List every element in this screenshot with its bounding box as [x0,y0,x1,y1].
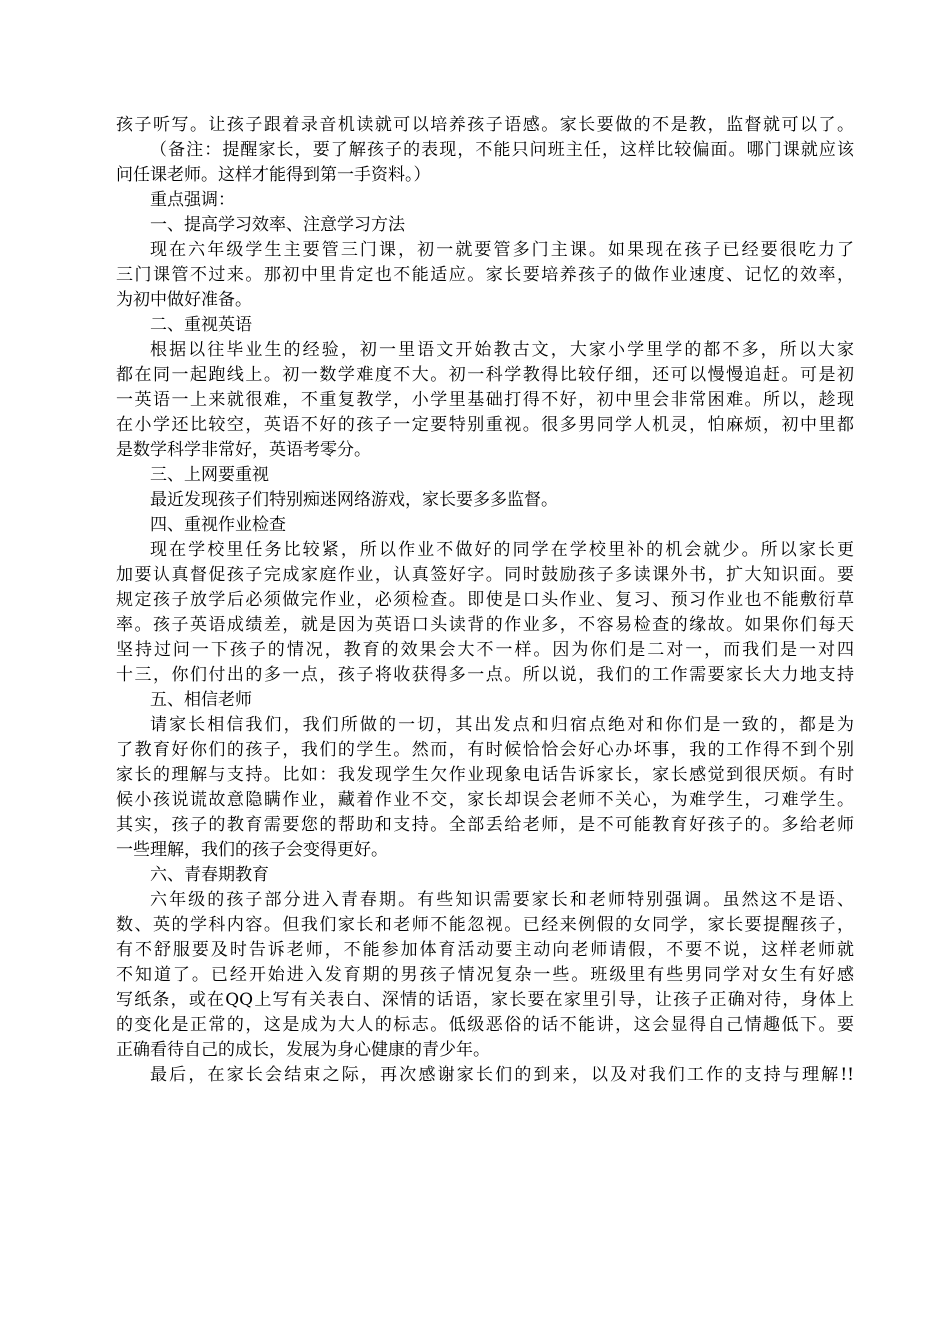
text-line: 不知道了。已经开始进入发育期的男孩子情况复杂一些。班级里有些男同学对女生有好感 [116,965,854,985]
text-line: 一、提高学习效率、注意学习方法 [150,215,405,235]
document-page [116,113,854,1088]
text-line: （备注：提醒家长，要了解孩子的表现，不能只问班主任，这样比较偏面。哪门课就应该 [150,140,854,160]
text-line: 三、上网要重视 [150,465,269,485]
text-line: 六年级的孩子部分进入青春期。有些知识需要家长和老师特别强调。虽然这不是语、 [150,890,854,910]
text-line: 家长的理解与支持。比如：我发现学生欠作业现象电话告诉家长，家长感觉到很厌烦。有时 [116,765,854,785]
text-line: 其实，孩子的教育需要您的帮助和支持。全部丢给老师，是不可能教育好孩子的。多给老师 [116,815,854,835]
text-line: 的变化是正常的，这是成为大人的标志。低级恶俗的话不能讲，这会显得自己情趣低下。要 [116,1015,854,1035]
text-line: 现在学校里任务比较紧，所以作业不做好的同学在学校里补的机会就少。所以家长更 [150,540,854,560]
text-line: 加要认真督促孩子完成家庭作业，认真签好字。同时鼓励孩子多读课外书，扩大知识面。要 [116,565,854,585]
text-line: 请家长相信我们，我们所做的一切，其出发点和归宿点绝对和你们是一致的，都是为 [150,715,854,735]
text-line: 正确看待自己的成长，发展为身心健康的青少年。 [116,1040,490,1060]
text-line: 现在六年级学生主要管三门课，初一就要管多门主课。如果现在孩子已经要很吃力了 [150,240,854,260]
text-line: 是数学科学非常好，英语考零分。 [116,440,371,460]
text-line: 六、青春期教育 [150,865,269,885]
text-line: 有不舒服要及时告诉老师，不能参加体育活动要主动向老师请假，不要不说，这样老师就 [116,940,854,960]
text-line: 一英语一上来就很难，不重复教学，小学里基础打得不好，初中里会非常困难。所以，趁现 [116,390,854,410]
text-line: 一些理解，我们的孩子会变得更好。 [116,840,388,860]
text-line: 孩子听写。让孩子跟着录音机读就可以培养孩子语感。家长要做的不是教，监督就可以了。 [116,115,854,135]
text-line: 为初中做好准备。 [116,290,252,310]
text-line: 都在同一起跑线上。初一数学难度不大。初一科学教得比较仔细，还可以慢慢追赶。可是初 [116,365,854,385]
text-line: 三门课管不过来。那初中里肯定也不能适应。家长要培养孩子的做作业速度、记忆的效率， [116,265,854,285]
text-line: 数、英的学科内容。但我们家长和老师不能忽视。已经来例假的女同学，家长要提醒孩子， [116,915,854,935]
text-line: 率。孩子英语成绩差，就是因为英语口头读背的作业多，不容易检查的缘故。如果你们每天 [116,615,854,635]
text-line: 十三，你们付出的多一点，孩子将收获得多一点。所以说，我们的工作需要家长大力地支持 [116,665,854,685]
text-line: 问任课老师。这样才能得到第一手资料。） [116,165,431,185]
text-line: 在小学还比较空，英语不好的孩子一定要特别重视。很多男同学人机灵，怕麻烦，初中里都 [116,415,854,435]
text-line: 写纸条，或在QQ上写有关表白、深情的话语，家长要在家里引导，让孩子正确对待，身体上 [116,990,854,1010]
text-line: 四、重视作业检查 [150,515,286,535]
text-line: 最后，在家长会结束之际，再次感谢家长们的到来，以及对我们工作的支持与理解!! [150,1065,854,1085]
text-line: 根据以往毕业生的经验，初一里语文开始教古文，大家小学里学的都不多，所以大家 [150,340,854,360]
text-line: 重点强调： [150,190,235,210]
text-line: 最近发现孩子们特别痴迷网络游戏，家长要多多监督。 [150,490,558,510]
text-line: 二、重视英语 [150,315,252,335]
text-line: 规定孩子放学后必须做完作业，必须检查。即使是口头作业、复习、预习作业也不能敷衍草 [116,590,854,610]
text-line: 候小孩说谎故意隐瞒作业，藏着作业不交，家长却误会老师不关心，为难学生，刁难学生。 [116,790,854,810]
text-line: 了教育好你们的孩子，我们的学生。然而，有时候恰恰会好心办坏事，我的工作得不到个别 [116,740,854,760]
text-line: 五、相信老师 [150,690,252,710]
text-line: 坚持过问一下孩子的情况，教育的效果会大不一样。因为你们是二对一，而我们是一对四 [116,640,854,660]
